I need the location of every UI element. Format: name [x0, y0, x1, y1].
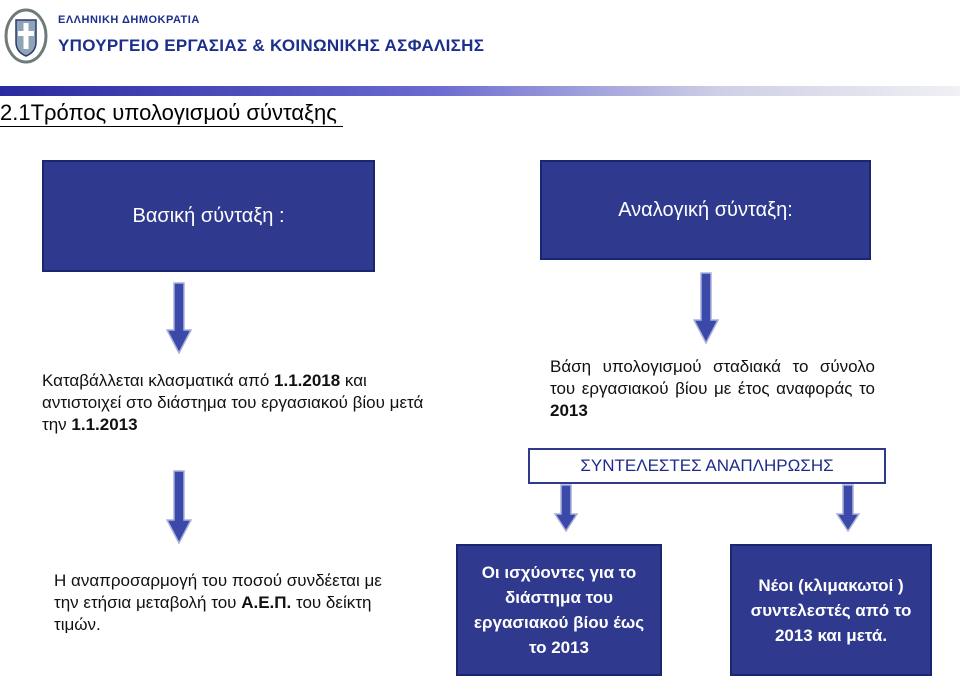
basic-pension-box: [42, 160, 375, 272]
down-arrow-icon: [693, 272, 719, 344]
proportional-pension-description: [550, 356, 875, 422]
existing-coefficients-label: Οι ισχύοντες για το διάστημα του εργασιακού βίου έως το 2013: [473, 563, 645, 657]
greek-coat-of-arms-icon: [4, 6, 48, 64]
header-gradient-bar: [0, 86, 960, 96]
ministry-country-label: ΕΛΛΗΝΙΚΗ ΔΗΜΟΚΡΑΤΙΑ: [58, 14, 200, 26]
replacement-coefficients-box: [528, 448, 886, 484]
basic-desc-date-2018: 1.1.2018: [274, 371, 341, 390]
proportional-desc-text: Βάση υπολογισμού σταδιακά το σύνολο του εργασιακού βίου με έτος αναφοράς το: [550, 357, 875, 398]
proportional-pension-title: Αναλογική σύνταξη:: [618, 198, 793, 221]
indexation-description: [54, 570, 384, 636]
indexation-gdp: Α.Ε.Π.: [241, 593, 292, 612]
basic-desc-date-2013: 1.1.2013: [71, 415, 138, 434]
down-arrow-icon: [836, 484, 860, 532]
basic-pension-description: [42, 370, 442, 436]
basic-pension-title: Βασική σύνταξη :: [132, 204, 285, 227]
down-arrow-icon: [166, 470, 192, 544]
down-arrow-icon: [554, 484, 578, 532]
indexation-text: Η αναπροσαρμογή του ποσού συνδέεται με την ετήσια μεταβολή του: [54, 571, 382, 612]
indexation-text-2: του δείκτη τιμών.: [54, 593, 372, 634]
proportional-pension-box: [540, 160, 871, 260]
basic-desc-text: Καταβάλλεται κλασματικά από: [42, 371, 275, 390]
basic-desc-text-2: και αντιστοιχεί στο διάστημα του εργασιακού βίου μετά την: [42, 371, 424, 434]
existing-coefficients-box: [456, 544, 662, 676]
down-arrow-icon: [166, 282, 192, 354]
replacement-coefficients-label: ΣΥΝΤΕΛΕΣΤΕΣ ΑΝΑΠΛΗΡΩΣΗΣ: [580, 456, 834, 475]
proportional-desc-year: 2013: [550, 401, 588, 420]
new-coefficients-box: [730, 544, 932, 676]
ministry-name-label: ΥΠΟΥΡΓΕΙΟ ΕΡΓΑΣΙΑΣ & ΚΟΙΝΩΝΙΚΗΣ ΑΣΦΑΛΙΣΗΣ: [58, 36, 485, 55]
new-coefficients-label: Νέοι (κλιμακωτοί ) συντελεστές από το 2013 και μετά.: [750, 575, 912, 645]
section-title: 2.1Τρόπος υπολογισμού σύνταξης: [0, 100, 343, 127]
